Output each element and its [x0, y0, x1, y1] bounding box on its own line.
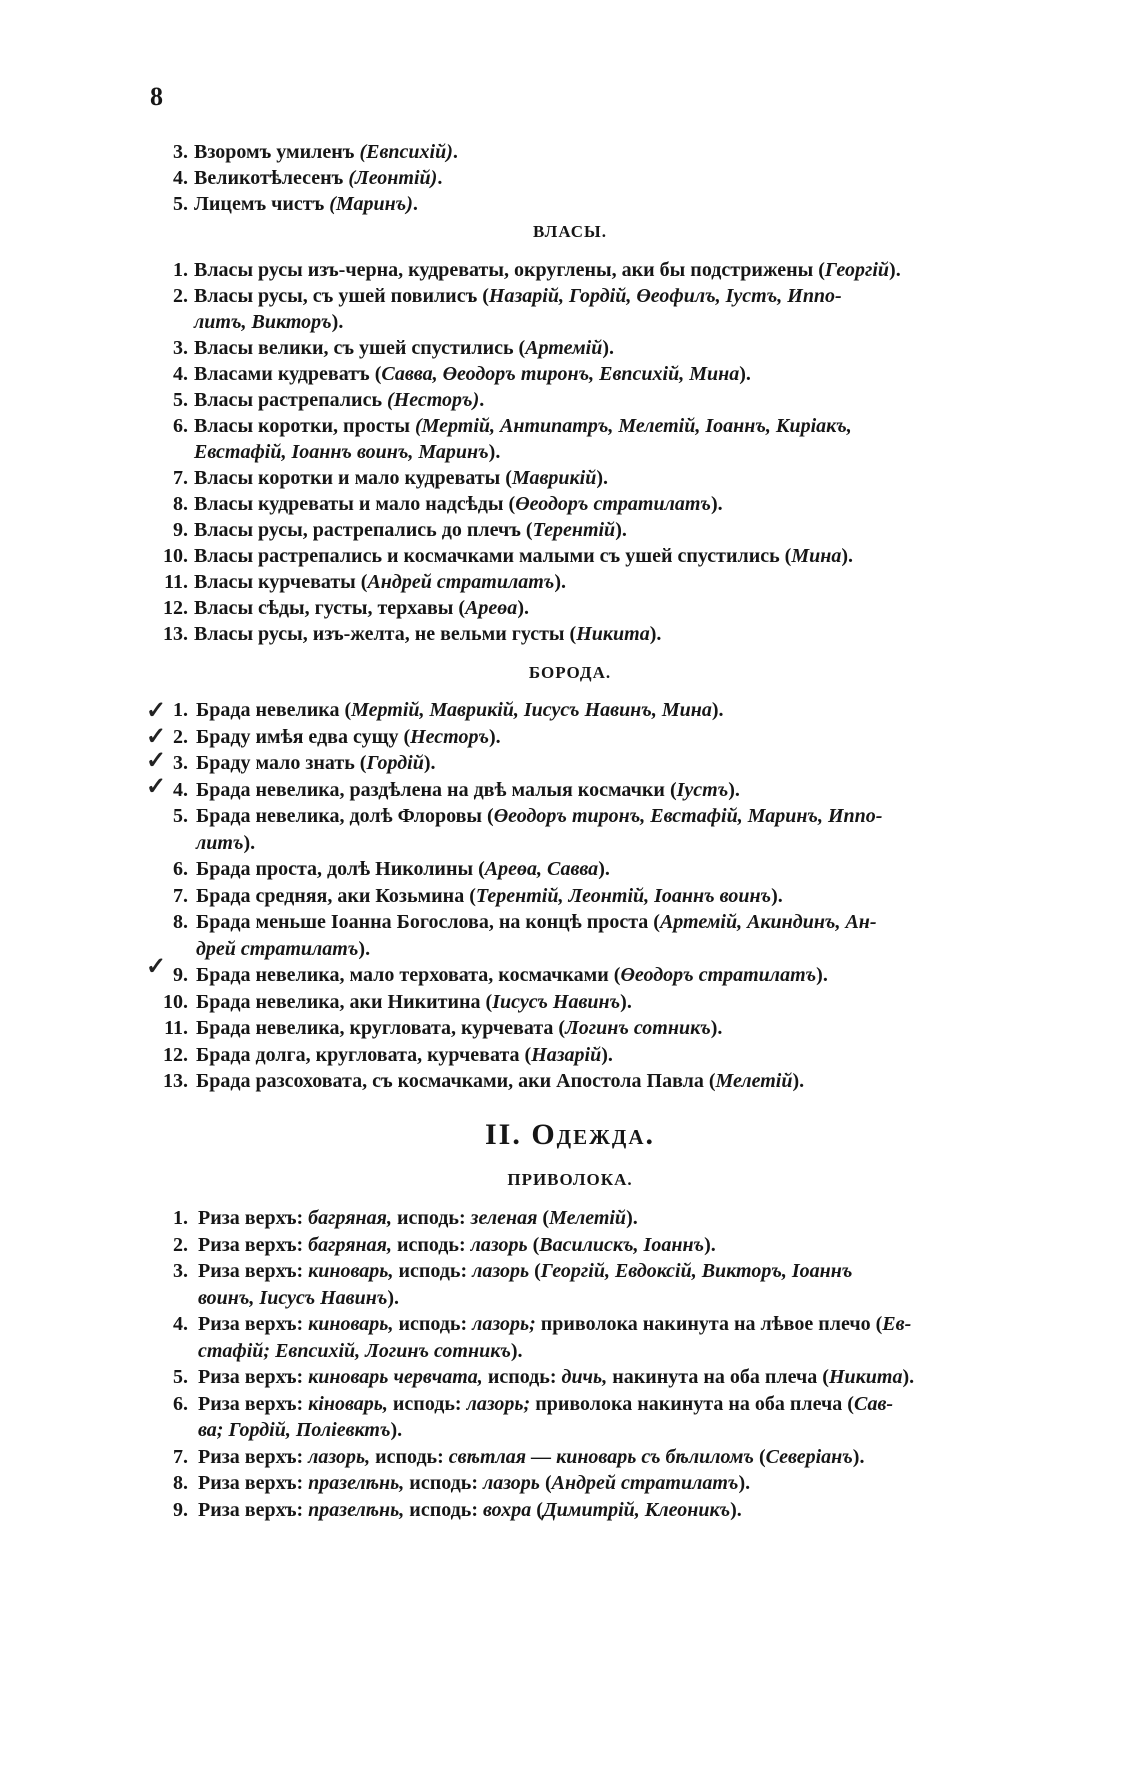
text-line	[0, 1014, 1140, 1042]
italic-name: Терентій	[532, 519, 616, 541]
line-number: 4.	[173, 1313, 188, 1335]
line-text	[194, 516, 627, 544]
text-line	[0, 412, 1140, 440]
italic-name: Мина	[791, 545, 842, 567]
text-line	[0, 386, 1140, 414]
line-number: 4.	[173, 363, 188, 385]
italic-name: Георгій, Евдоксій, Викторъ, Іоаннъ	[540, 1260, 853, 1282]
plain-text: ).	[730, 1498, 742, 1521]
italic-name: кіноварь,	[308, 1392, 388, 1415]
plain-text: Риза верхъ:	[198, 1366, 309, 1388]
italic-name: Ареөа, Савва	[484, 858, 599, 880]
italic-name: (Мертій, Антипатръ, Мелетій, Іоаннъ, Киріакъ,	[415, 415, 852, 437]
plain-text: ).	[738, 1472, 751, 1494]
page-number: 8	[150, 82, 163, 111]
heading-beard: БОРОДА.	[528, 663, 612, 682]
text-line	[0, 594, 1140, 622]
line-text	[194, 620, 661, 648]
italic-name: (Евпсихій)	[359, 141, 453, 163]
plain-text: ).	[358, 937, 371, 960]
text-line	[0, 138, 1140, 166]
italic-name: лазорь	[470, 1233, 528, 1256]
text-line	[0, 1337, 1140, 1365]
italic-name: стафій; Евпсихій, Логинъ сотникъ	[198, 1339, 511, 1362]
italic-name: лазорь	[483, 1472, 540, 1494]
plain-text: ).	[902, 1366, 915, 1388]
line-number: 5.	[173, 389, 188, 411]
line-text	[196, 802, 882, 830]
italic-name: киноварь,	[308, 1260, 394, 1282]
italic-name: Терентій, Леонтій, Іоаннъ воинъ	[475, 884, 772, 907]
line-text	[198, 1204, 638, 1232]
handwritten-checkmark: ✓	[146, 724, 167, 750]
plain-text: ).	[711, 699, 724, 721]
text-line	[0, 1041, 1140, 1069]
handwritten-checkmark: ✓	[146, 774, 167, 800]
line-text	[194, 190, 418, 218]
line-number: 7.	[173, 884, 188, 907]
line-text	[198, 1390, 893, 1418]
plain-text: Власы русы изъ-черна, кудреваты, округлены, аки бы подстрижены (	[194, 259, 825, 281]
plain-text: ).	[889, 259, 901, 281]
plain-text: Брада меньше Іоанна Богослова, на концѣ проста (	[196, 911, 660, 933]
plain-text: исподь:	[404, 1472, 483, 1494]
plain-text: ).	[739, 363, 751, 385]
line-number: 4.	[173, 167, 188, 189]
plain-text: Брада невелика, мало терховата, космачками (	[196, 964, 621, 986]
plain-text: ).	[510, 1339, 523, 1362]
plain-text: Риза верхъ:	[198, 1233, 309, 1256]
line-number: 3.	[173, 1260, 188, 1282]
plain-text: ).	[816, 964, 828, 986]
text-line	[0, 1363, 1140, 1391]
plain-text: Брада невелика, раздѣлена на двѣ малыя космачки (	[196, 778, 677, 801]
text-line	[0, 1257, 1140, 1285]
italic-name: багряная,	[308, 1233, 392, 1256]
plain-text: Риза верхъ:	[198, 1260, 309, 1282]
italic-name: Ев-	[882, 1313, 912, 1335]
plain-text: Браду мало знать (	[196, 752, 367, 774]
line-text	[194, 412, 852, 440]
text-line	[0, 802, 1140, 830]
plain-text: исподь:	[370, 1445, 449, 1468]
italic-name: Ареөа	[465, 597, 518, 619]
handwritten-checkmark: ✓	[146, 698, 167, 724]
plain-text: ).	[626, 1207, 638, 1229]
plain-text: ).	[710, 493, 723, 515]
italic-name: Іисусъ Навинъ	[492, 990, 621, 1013]
plain-text: Брада невелика (	[196, 699, 352, 721]
line-number: 5.	[173, 193, 188, 215]
line-text	[196, 855, 610, 883]
line-text	[196, 1014, 722, 1042]
plain-text: Власы кудреваты и мало надсѣды (	[194, 493, 516, 515]
line-number: 13.	[163, 1070, 188, 1092]
line-text	[198, 1496, 742, 1524]
text-line	[0, 829, 1140, 857]
plain-text: Великотѣлесенъ	[194, 167, 349, 189]
line-number: 3.	[173, 337, 188, 359]
text-line	[0, 855, 1140, 883]
line-text	[196, 882, 783, 910]
plain-text: Риза верхъ:	[198, 1313, 309, 1335]
line-text	[194, 386, 484, 414]
plain-text: Риза верхъ:	[198, 1392, 309, 1415]
part-title-number: II.	[484, 1118, 522, 1151]
text-line	[0, 360, 1140, 388]
line-text	[194, 568, 566, 596]
line-number: 11.	[164, 571, 188, 593]
italic-name: Сав-	[853, 1392, 894, 1415]
line-text	[194, 464, 608, 492]
plain-text: ).	[243, 831, 256, 854]
italic-name: (Леонтій)	[348, 167, 438, 189]
italic-name: Назарій	[531, 1043, 602, 1066]
line-text	[196, 829, 255, 857]
plain-text: Лицемъ чистъ	[194, 193, 330, 215]
line-text	[194, 164, 442, 192]
line-text	[194, 594, 529, 622]
italic-name: празелѣнь,	[308, 1498, 405, 1521]
italic-name: лазорь	[472, 1260, 530, 1282]
plain-text: Власы растрепались и космачками малыми съ ушей спустились (	[194, 545, 792, 567]
text-line	[0, 1496, 1140, 1524]
heading-hair: ВЛАСЫ.	[532, 222, 607, 241]
italic-name: Маврикій	[511, 467, 597, 489]
italic-name: (Несторъ)	[387, 389, 480, 411]
plain-text: Риза верхъ:	[198, 1498, 309, 1521]
text-line	[0, 988, 1140, 1016]
plain-text: (	[537, 1207, 550, 1229]
part-title-word: Одежда.	[531, 1118, 656, 1151]
handwritten-checkmark: ✓	[146, 954, 167, 980]
line-number: 6.	[173, 415, 188, 437]
plain-text: ).	[601, 1043, 613, 1066]
italic-name: Логинъ сотникъ	[565, 1017, 711, 1039]
line-text	[194, 308, 343, 336]
line-number: 5.	[173, 1366, 188, 1388]
plain-text: ).	[489, 725, 501, 748]
plain-text: исподь:	[393, 1260, 473, 1282]
italic-name: лазорь;	[466, 1392, 531, 1415]
plain-text: ).	[554, 571, 566, 593]
italic-name: багряная,	[308, 1207, 392, 1229]
plain-text: ).	[602, 337, 615, 359]
italic-name: Димитрій, Клеоникъ	[542, 1498, 731, 1521]
plain-text: исподь:	[404, 1498, 483, 1521]
line-number: 12.	[163, 597, 188, 619]
text-line	[0, 1067, 1140, 1095]
text-line	[0, 776, 1140, 804]
text-line	[0, 190, 1140, 218]
text-line	[0, 256, 1140, 284]
line-number: 5.	[173, 805, 188, 827]
text-line	[0, 961, 1140, 989]
italic-name: Северіанъ	[765, 1445, 853, 1468]
line-number: 10.	[163, 990, 188, 1013]
line-text	[194, 360, 751, 388]
plain-text: исподь:	[393, 1313, 473, 1335]
plain-text: .	[412, 193, 418, 215]
line-text	[198, 1231, 716, 1259]
text-line	[0, 749, 1140, 777]
plain-text: Брада разсоховата, съ космачками, аки Апостола Павла (	[196, 1070, 716, 1092]
line-number: 4.	[173, 778, 188, 801]
line-number: 9.	[173, 1498, 188, 1521]
plain-text: Брада невелика, долѣ Флоровы (	[196, 805, 494, 827]
italic-name: (Маринъ)	[329, 193, 413, 215]
plain-text: Власы русы, растрепались до плечъ (	[194, 519, 533, 541]
line-number: 2.	[173, 285, 188, 307]
italic-name: дрей стратилатъ	[196, 937, 359, 960]
line-number: 6.	[173, 858, 188, 880]
line-number: 7.	[173, 467, 188, 489]
plain-text: исподь:	[482, 1366, 562, 1388]
line-text	[196, 1067, 804, 1095]
text-line	[0, 882, 1140, 910]
line-text	[198, 1337, 523, 1365]
italic-name: Никита	[828, 1366, 903, 1388]
italic-name: Мелетій	[715, 1070, 793, 1092]
italic-name: лазорь;	[472, 1313, 536, 1335]
line-number: 8.	[173, 493, 188, 515]
plain-text: (	[531, 1498, 543, 1521]
plain-text: ).	[423, 752, 436, 774]
italic-name: Андрей стратилатъ	[551, 1472, 739, 1494]
plain-text: исподь:	[391, 1207, 471, 1229]
line-number: 2.	[173, 1233, 188, 1256]
line-text	[196, 776, 740, 804]
line-number: 2.	[173, 725, 188, 748]
line-number: 12.	[163, 1043, 188, 1066]
plain-text: ).	[620, 990, 632, 1013]
line-number: 7.	[173, 1445, 188, 1468]
italic-name: Өеодоръ стратилатъ	[515, 493, 711, 515]
italic-name: Евстафій, Іоаннъ воинъ, Маринъ	[194, 441, 489, 463]
plain-text: ).	[596, 467, 608, 489]
plain-text: Власы русы, съ ушей повилисъ (	[194, 285, 489, 307]
plain-text: Риза верхъ:	[198, 1207, 309, 1229]
italic-name: лазорь,	[308, 1445, 371, 1468]
line-text	[198, 1443, 864, 1471]
line-number: 3.	[173, 752, 188, 774]
text-line	[0, 438, 1140, 466]
plain-text: Власы растрепались	[194, 389, 388, 411]
text-line	[0, 696, 1140, 724]
line-text	[194, 256, 901, 284]
plain-text: ).	[852, 1445, 865, 1468]
line-text	[194, 542, 853, 570]
italic-name: Артемій, Акиндинъ, Ан-	[659, 911, 877, 933]
line-number: 8.	[173, 911, 188, 933]
plain-text: (	[539, 1472, 552, 1494]
line-number: 9.	[173, 964, 188, 986]
line-text	[196, 961, 828, 989]
heading-cloak: ПРИВОЛОКА.	[507, 1170, 633, 1189]
line-text	[196, 749, 436, 777]
text-line	[0, 620, 1140, 648]
plain-text: накинута на оба плеча (	[607, 1366, 829, 1388]
line-text	[198, 1363, 914, 1391]
plain-text: (	[753, 1445, 766, 1468]
line-text	[198, 1469, 750, 1497]
plain-text: исподь:	[387, 1392, 467, 1415]
line-number: 9.	[173, 519, 188, 541]
italic-name: свѣтлая — киноварь съ бѣлиломъ	[448, 1445, 754, 1468]
text-line	[0, 516, 1140, 544]
line-text	[194, 334, 614, 362]
text-line	[0, 334, 1140, 362]
italic-name: зеленая	[470, 1207, 538, 1229]
plain-text: ).	[598, 858, 610, 880]
plain-text: ).	[792, 1070, 805, 1092]
plain-text: ).	[841, 545, 854, 567]
plain-text: ).	[390, 1419, 403, 1441]
plain-text: .	[479, 389, 485, 411]
italic-name: Мелетій	[549, 1207, 627, 1229]
plain-text: Власы велики, съ ушей спустились (	[194, 337, 526, 359]
plain-text: приволока накинута на лѣвое плечо (	[535, 1313, 883, 1335]
text-line	[0, 1443, 1140, 1471]
plain-text: Взоромъ умиленъ	[194, 141, 360, 163]
text-line	[0, 282, 1140, 310]
line-number: 3.	[173, 141, 188, 163]
italic-name: Назарій, Гордій, Өеофилъ, Іустъ, Иппо-	[488, 285, 842, 307]
line-text	[196, 696, 724, 724]
line-text	[194, 282, 842, 310]
text-line	[0, 164, 1140, 192]
line-text	[198, 1257, 852, 1285]
line-number: 11.	[164, 1017, 188, 1039]
italic-name: Гордій	[366, 752, 424, 774]
line-number: 13.	[163, 623, 188, 645]
line-text	[194, 138, 458, 166]
plain-text: ).	[771, 884, 783, 907]
text-line	[0, 1416, 1140, 1444]
italic-name: Василискъ, Іоаннъ	[539, 1233, 705, 1256]
italic-name: литъ, Викторъ	[194, 311, 332, 333]
line-number: 10.	[163, 545, 188, 567]
line-number: 1.	[173, 1207, 188, 1229]
plain-text: Брада долга, кругловата, курчевата (	[196, 1043, 532, 1066]
text-line	[0, 464, 1140, 492]
line-text	[196, 988, 632, 1016]
text-line	[0, 1310, 1140, 1338]
plain-text: .	[437, 167, 443, 189]
italic-name: воинъ, Іисусъ Навинъ	[198, 1286, 388, 1309]
text-line	[0, 568, 1140, 596]
italic-name: дичь,	[561, 1366, 608, 1388]
plain-text: Власы коротки и мало кудреваты (	[194, 467, 512, 489]
plain-text: Власы сѣды, густы, терхавы (	[194, 597, 466, 619]
italic-name: Артемій	[525, 337, 603, 359]
text-line	[0, 1204, 1140, 1232]
line-number: 1.	[173, 699, 188, 721]
plain-text: Риза верхъ:	[198, 1472, 309, 1494]
italic-name: празелѣнь,	[308, 1472, 405, 1494]
text-line	[0, 1284, 1140, 1312]
text-line	[0, 1390, 1140, 1418]
text-line	[0, 1231, 1140, 1259]
handwritten-checkmark: ✓	[146, 748, 167, 774]
line-text	[196, 1041, 613, 1069]
line-text	[198, 1416, 402, 1444]
plain-text: исподь:	[391, 1233, 471, 1256]
text-line	[0, 542, 1140, 570]
line-number: 1.	[173, 259, 188, 281]
italic-name: Мертій, Маврикій, Іисусъ Навинъ, Мина	[351, 699, 712, 721]
line-text	[196, 935, 370, 963]
italic-name: Андрей стратилатъ	[367, 571, 555, 593]
plain-text: Браду имѣя едва сущу (	[196, 725, 411, 748]
line-text	[196, 908, 877, 936]
plain-text: Брада проста, долѣ Николины (	[196, 858, 485, 880]
plain-text: ).	[387, 1286, 400, 1309]
text-line	[0, 935, 1140, 963]
plain-text: .	[452, 141, 458, 163]
plain-text: ).	[649, 623, 662, 645]
plain-text: (	[529, 1260, 541, 1282]
plain-text: приволока накинута на оба плеча (	[530, 1392, 854, 1415]
plain-text: ).	[710, 1017, 723, 1039]
line-text	[198, 1284, 399, 1312]
plain-text: Власами кудреватъ (	[194, 363, 382, 385]
plain-text: Власы русы, изъ-желта, не вельми густы (	[194, 623, 577, 645]
text-line	[0, 908, 1140, 936]
line-text	[198, 1310, 911, 1338]
text-line	[0, 490, 1140, 518]
plain-text: Брада средняя, аки Козьмина (	[196, 884, 476, 907]
plain-text: Брада невелика, аки Никитина (	[196, 990, 493, 1013]
part-title	[0, 1118, 1140, 1152]
plain-text: ).	[517, 597, 529, 619]
line-text	[196, 723, 501, 751]
plain-text: ).	[488, 441, 501, 463]
text-line	[0, 1469, 1140, 1497]
plain-text: Власы коротки, просты	[194, 415, 416, 437]
plain-text: ).	[331, 311, 344, 333]
line-number: 6.	[173, 1392, 188, 1415]
italic-name: Іустъ	[676, 778, 729, 801]
italic-name: киноварь червчата,	[308, 1366, 483, 1388]
plain-text: ).	[615, 519, 627, 541]
plain-text: (	[527, 1233, 540, 1256]
italic-name: Савва, Өеодоръ тиронъ, Евпсихій, Мина	[381, 363, 740, 385]
italic-name: Өеодоръ стратилатъ	[620, 964, 817, 986]
plain-text: Власы курчеваты (	[194, 571, 368, 593]
line-number: 8.	[173, 1472, 188, 1494]
line-text	[194, 438, 500, 466]
plain-text: ).	[704, 1233, 716, 1256]
plain-text: Риза верхъ:	[198, 1445, 309, 1468]
italic-name: литъ	[196, 831, 244, 854]
line-text	[194, 490, 723, 518]
italic-name: ва; Гордій, Поліевктъ	[198, 1419, 391, 1441]
plain-text: Брада невелика, кругловата, курчевата (	[196, 1017, 566, 1039]
text-line	[0, 308, 1140, 336]
italic-name: Никита	[576, 623, 650, 645]
italic-name: киноварь,	[308, 1313, 394, 1335]
plain-text: ).	[728, 778, 740, 801]
italic-name: вохра	[483, 1498, 532, 1521]
italic-name: Георгій	[824, 259, 890, 281]
italic-name: Өеодоръ тиронъ, Евстафій, Маринъ, Иппо-	[493, 805, 883, 827]
italic-name: Несторъ	[410, 725, 490, 748]
text-line	[0, 723, 1140, 751]
